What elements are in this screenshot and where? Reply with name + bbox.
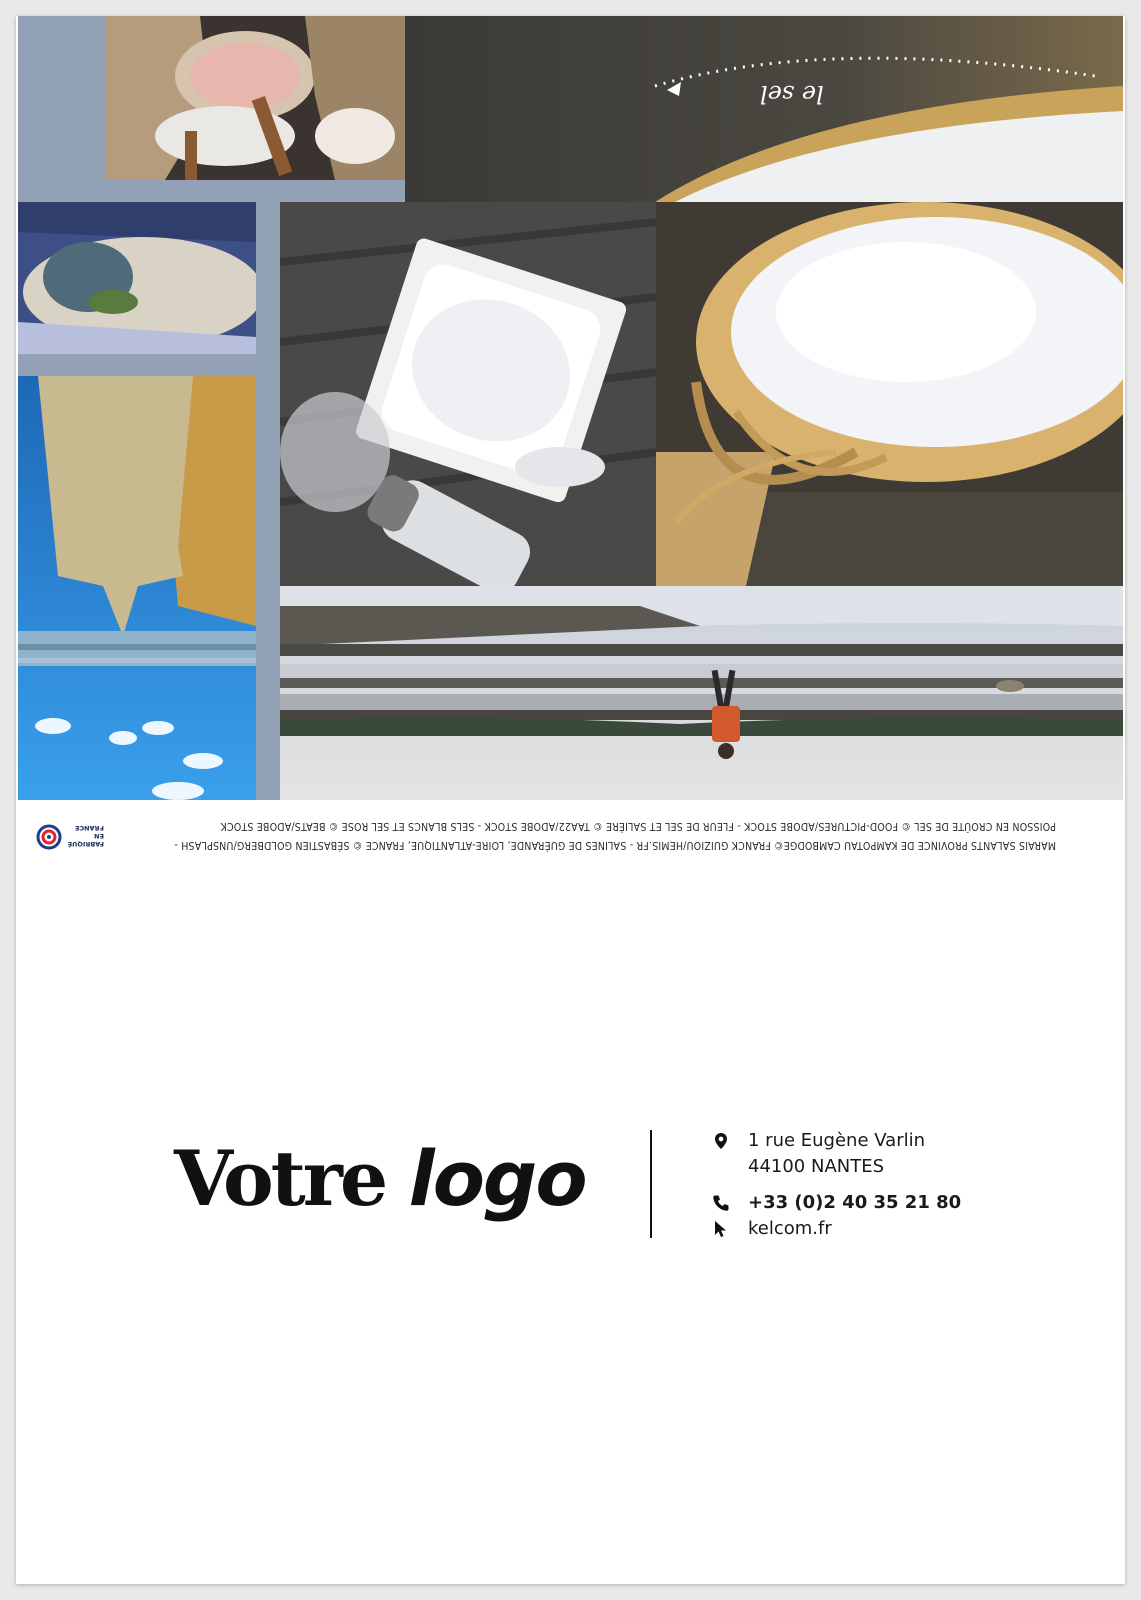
logo-placeholder — [174, 1134, 586, 1223]
credits-line-2: MARAIS SALANTS PROVINCE DE KAMPOTAU CAMBODGE© FRANCK GUIZIOU/HEMIS.FR - SALINES DE GUÉRANDE, LOIRE-ATLANTIQUE, FRANCE © SÉBASTIEN GOLDBERG/UNSPLASH - — [174, 839, 1056, 851]
france-logo-icon — [36, 824, 62, 850]
photo-credits — [46, 814, 1125, 860]
salt-dish-photo — [280, 202, 656, 586]
salt-basket-photo — [656, 202, 1123, 586]
salt-marsh-soil-photo — [405, 16, 1123, 202]
badge-line-1: FABRIQUÉ — [67, 840, 104, 848]
vertical-divider — [650, 1130, 652, 1238]
credits-line-1: POISSON EN CROÛTE DE SEL © FOOD-PICTURES/ADOBE STOCK - FLEUR DE SEL ET SALIÈRE © TAA22/ADOBE STOCK - SELS BLANCS ET SEL ROSE © BEATS/ADOBE STOCK — [220, 820, 1056, 832]
cursor-icon — [712, 1220, 730, 1238]
phone-icon — [712, 1194, 730, 1212]
address-line-1: 1 rue Eugène Varlin — [748, 1130, 926, 1151]
logo-word-logo: logo — [408, 1134, 586, 1223]
salt-crusted-fish-photo — [18, 202, 256, 354]
address-line-2: 44100 NANTES — [748, 1156, 885, 1177]
flyer-page — [16, 16, 1125, 1584]
badge-line-2: EN FRANCE — [74, 824, 104, 840]
map-pin-icon — [712, 1132, 730, 1150]
logo-word-votre: Votre — [174, 1134, 386, 1223]
phone-number[interactable]: +33 (0)2 40 35 21 80 — [748, 1192, 962, 1213]
photo-collage — [18, 16, 1123, 800]
website-link[interactable]: kelcom.fr — [748, 1218, 832, 1239]
salt-marsh-aerial-photo — [18, 376, 256, 800]
salt-sacks-photo — [105, 16, 405, 180]
made-in-france-badge — [36, 820, 106, 856]
handwritten-caption: le sel — [760, 80, 824, 108]
salt-marsh-worker-photo — [280, 586, 1123, 800]
